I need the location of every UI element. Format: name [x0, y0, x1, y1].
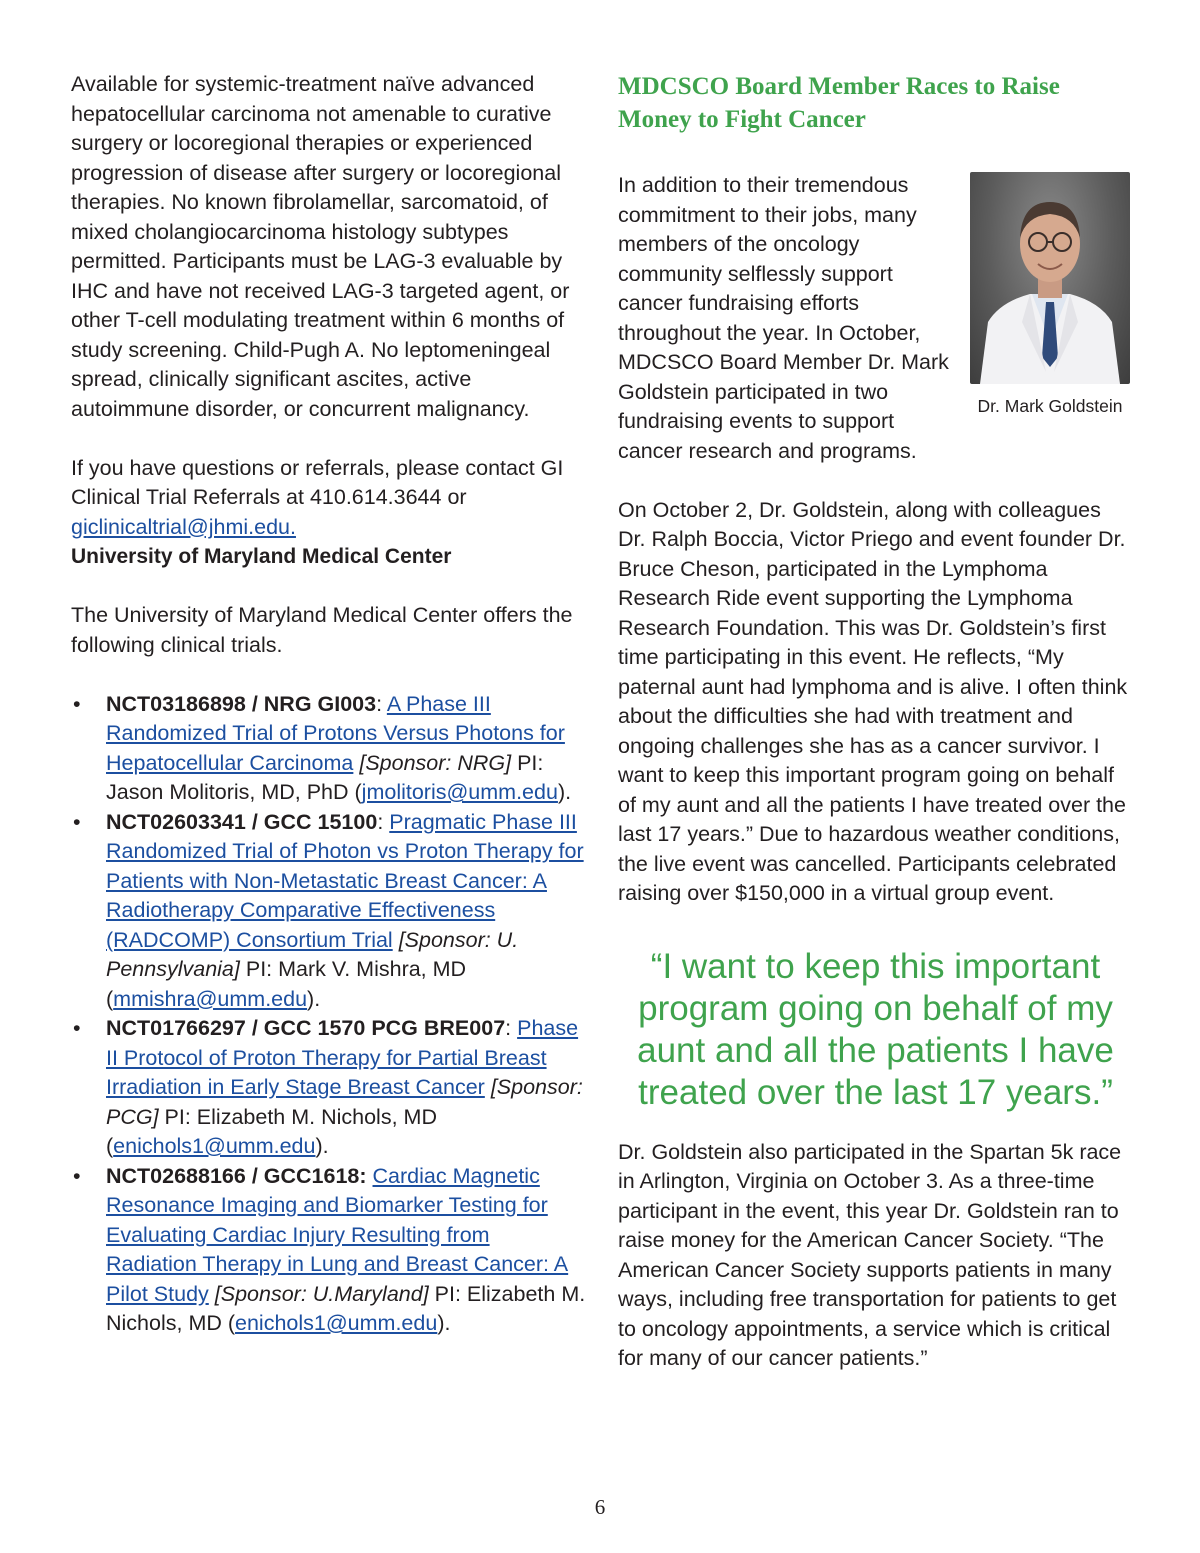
page-number: 6 [594, 1495, 606, 1519]
right-column [618, 70, 1133, 1374]
trial-id: NCT02688166 / GCC1618: [106, 1163, 367, 1188]
trial-id: NCT01766297 / GCC 1570 PCG BRE007 [106, 1016, 506, 1040]
list-item [71, 690, 586, 808]
trial-email-link[interactable]: enichols1@umm.edu [113, 1134, 316, 1158]
trial-end: ). [307, 986, 321, 1011]
trial-sponsor: [Sponsor: U.Maryland] [214, 1281, 429, 1306]
intro-block [618, 171, 1133, 466]
eligibility-paragraph: Available for systemic-treatment naïve advanced hepatocellular carcinoma not amenable to curative surgery or locoregional therapies or experienced progression of disease after surgery or locoregional therapies. No known fibrolamellar, sarcomatoid, of mixed cholangiocarcinoma histology subtypes permitted. Participants must be LAG-3 evaluable by IHC and have not received LAG-3 targeted agent, or other T-cell modulating treatment within 6 months of study screening. Child-Pugh A. No leptomeningeal spread, clinically significant ascites, active autoimmune disorder, or concurrent malignancy. [71, 72, 570, 421]
trial-list [71, 690, 586, 1339]
section-intro: The University of Maryland Medical Center offers the following clinical trials. [71, 603, 573, 657]
trial-id: NCT03186898 / NRG GI003 [106, 691, 377, 716]
portrait-caption: Dr. Mark Goldstein [977, 396, 1123, 416]
section-heading: University of Maryland Medical Center [71, 545, 452, 568]
contact-paragraph [71, 454, 586, 543]
pull-quote: “I want to keep this important program going on behalf of my aunt and all the patients I have treated over the last 17 years.” [637, 946, 1114, 1112]
trial-sponsor: [Sponsor: NRG] [359, 750, 512, 775]
trial-separator: : [505, 1016, 518, 1040]
spartan-paragraph: Dr. Goldstein also participated in the Spartan 5k race in Arlington, Virginia on October 3. As a three-time participant in the event, this year Dr. Goldstein ran to raise money for the American Cancer Society. “The American Cancer Society supports patients in many ways, including free transportation for patients to get to oncology appointments, a service which is critical for many of our cancer patients.” [618, 1139, 1122, 1370]
bullet-icon: • [73, 691, 81, 716]
trial-separator: : [377, 809, 390, 834]
list-item [71, 1162, 586, 1339]
list-item [71, 808, 586, 1015]
portrait-illustration [970, 172, 1130, 384]
trial-separator: : [376, 691, 387, 716]
bullet-icon: • [73, 1163, 81, 1188]
left-column [71, 70, 586, 1339]
trial-id: NCT02603341 / GCC 15100 [106, 809, 378, 834]
trial-title-link[interactable]: A Phase III Randomized Trial of Protons Versus Photons for Hepatocellular Carcinoma [106, 691, 565, 775]
event-paragraph: On October 2, Dr. Goldstein, along with colleagues Dr. Ralph Boccia, Victor Priego and event founder Dr. Bruce Cheson, participated in the Lymphoma Research Ride event supporting the Lymphoma Research Foundation. This was Dr. Goldstein’s first time participating in this event. He reflects, “My paternal aunt had lymphoma and is alive. I often think about the difficulties she had with treatment and ongoing challenges she has as a cancer survivor. I want to keep this important program going on behalf of my aunt and all the patients I have treated over the last 17 years.” Due to hazardous weather conditions, the live event was cancelled. Participants celebrated raising over $150,000 in a virtual group event. [618, 497, 1128, 905]
trial-end: ). [315, 1134, 329, 1158]
portrait-photo [970, 172, 1130, 384]
trial-email-link[interactable]: jmolitoris@umm.edu [361, 780, 558, 804]
trial-email-link[interactable]: mmishra@umm.edu [113, 986, 308, 1011]
trial-pi: PI: Mark V. Mishra, MD ( [106, 957, 467, 1011]
trial-title-link[interactable]: Pragmatic Phase III Randomized Trial of Photon vs Proton Therapy for Patients with Non-Metastatic Breast Cancer: A Radiotherapy Comparative Effectiveness (RADCOMP) Consortium Trial [106, 809, 584, 952]
list-item [71, 1014, 586, 1162]
trial-title-link[interactable]: Phase II Protocol of Proton Therapy for Partial Breast Irradiation in Early Stage Breast Cancer [106, 1016, 579, 1099]
contact-email-link[interactable]: giclinicaltrial@jhmi.edu. [71, 514, 296, 539]
contact-text: If you have questions or referrals, please contact GI Clinical Trial Referrals at 410.614.3644 or [71, 455, 564, 509]
trial-sponsor: [Sponsor: U. Pennsylvania] [106, 927, 519, 981]
bullet-icon: • [73, 1016, 81, 1040]
trial-title-link[interactable]: Cardiac Magnetic Resonance Imaging and Biomarker Testing for Evaluating Cardiac Injury Resulting from Radiation Therapy in Lung and Breast Cancer: A Pilot Study [106, 1163, 569, 1306]
trial-end: ). [437, 1311, 451, 1335]
portrait-figure [970, 172, 1130, 417]
article-title: MDCSCO Board Member Races to Raise Money to Fight Cancer [618, 73, 1060, 133]
trial-pi: PI: Elizabeth M. Nichols, MD ( [106, 1281, 586, 1335]
trial-end: ). [557, 780, 572, 804]
trial-email-link[interactable]: enichols1@umm.edu [235, 1311, 438, 1335]
bullet-icon: • [73, 809, 81, 834]
trial-sponsor: [Sponsor: PCG] [106, 1075, 583, 1129]
trial-pi: PI: Elizabeth M. Nichols, MD ( [106, 1104, 437, 1158]
trial-pi: PI: Jason Molitoris, MD, PhD ( [106, 750, 544, 804]
intro-paragraph: In addition to their tremendous commitment to their jobs, many members of the oncology community selflessly support cancer fundraising efforts throughout the year. In October, MDCSCO Board Member Dr. Mark Goldstein participated in two fundraising events to support cancer research and programs. [618, 173, 949, 463]
